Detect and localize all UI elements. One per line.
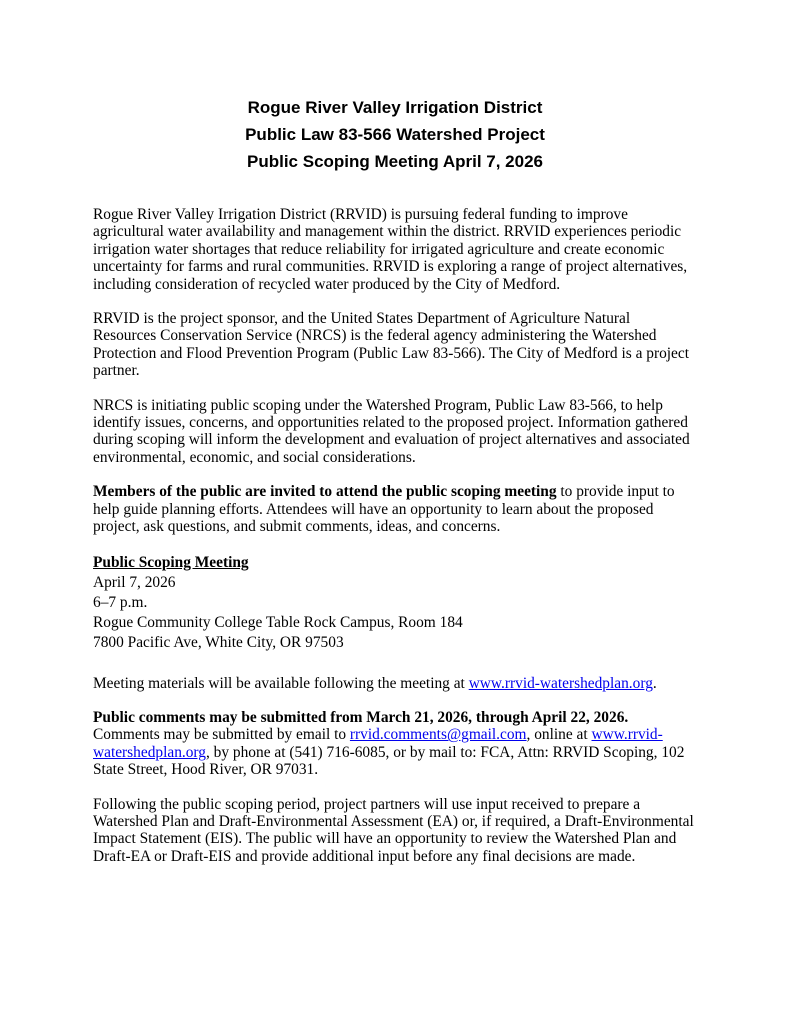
materials-paragraph-line [93, 675, 697, 692]
next-steps-paragraph-line [93, 796, 697, 866]
scoping-paragraph-line [93, 397, 697, 467]
scoping-paragraph [93, 397, 697, 467]
title-line-project: Public Law 83-566 Watershed Project [245, 125, 545, 144]
text-run: Comments may be submitted by email to [93, 726, 350, 744]
intro-paragraph [93, 206, 697, 293]
document-body [93, 206, 697, 865]
invitation-paragraph [93, 483, 697, 535]
text-run: April 7, 2026 [93, 573, 176, 591]
text-run: Public comments may be submitted from March 21, 2026, through April 22, 2026. [93, 708, 629, 726]
text-run: 7800 Pacific Ave, White City, OR 97503 [93, 633, 344, 651]
watershed-plan-website-link[interactable]: www.rrvid-watershedplan.org [93, 726, 663, 761]
text-run: Following the public scoping period, project partners will use input received to prepare a Watershed Plan and Draft-Environmental Assessment (EA) or, if required, a Draft-Environmental Impact Statement (EIS). The public will have an opportunity to review the Watershed Plan and Draft-EA or Draft-EIS and provide additional input before any final decisions are made. [93, 795, 694, 865]
text-run: Rogue River Valley Irrigation District (RRVID) is pursuing federal funding to improve agricultural water availability and management within the district. RRVID experiences periodic irrigation water shortages that reduce reliability for irrigated agriculture and create economic uncertainty for farms and rural communities. RRVID is exploring a range of project alternatives, including consideration of recycled water produced by the City of Medford. [93, 206, 688, 293]
text-run: Rogue Community College Table Rock Campus, Room 184 [93, 613, 463, 631]
sponsor-paragraph-line [93, 310, 697, 380]
text-run: Meeting materials will be available following the meeting at [93, 674, 469, 692]
meeting-details-line [93, 613, 697, 633]
text-run: NRCS is initiating public scoping under the Watershed Program, Public Law 83-566, to help identify issues, concerns, and opportunities related to the proposed project. Information gathered during scoping will inform the development and evaluation of project alternatives and associated environmental, economic, and social considerations. [93, 396, 690, 466]
document-title [93, 94, 697, 175]
text-run: to provide input to help guide planning efforts. Attendees will have an opportunity to learn about the proposed project, ask questions, and submit comments, ideas, and concerns. [93, 483, 675, 536]
meeting-details-line [93, 633, 697, 653]
invitation-paragraph-line [93, 483, 697, 535]
meeting-details [93, 553, 697, 653]
text-run: Members of the public are invited to attend the public scoping meeting [93, 483, 557, 501]
comments-paragraph-line [93, 726, 697, 778]
text-run: RRVID is the project sponsor, and the United States Department of Agriculture Natural Resources Conservation Service (NRCS) is the federal agency administering the Watershed Protection and Flood Prevention Program (Public Law 83-566). The City of Medford is a project partner. [93, 310, 689, 380]
title-line-district: Rogue River Valley Irrigation District [247, 98, 543, 117]
text-run: Public Scoping Meeting [93, 553, 249, 571]
comments-email-link[interactable]: rrvid.comments@gmail.com [349, 726, 527, 744]
comments-paragraph-line [93, 709, 697, 726]
intro-paragraph-line [93, 206, 697, 293]
title-line-meeting: Public Scoping Meeting April 7, 2026 [247, 152, 543, 171]
comments-paragraph [93, 709, 697, 779]
watershed-plan-website-link[interactable]: www.rrvid-watershedplan.org [468, 674, 653, 692]
text-run: , by phone at (541) 716-6085, or by mail to: FCA, Attn: RRVID Scoping, 102 State Street, Hood River, OR 97031. [93, 743, 685, 779]
text-run: . [652, 674, 657, 692]
text-run: 6–7 p.m. [93, 593, 148, 611]
materials-paragraph [93, 675, 697, 692]
meeting-details-line [93, 553, 697, 573]
text-run: , online at [526, 726, 592, 744]
meeting-details-line [93, 573, 697, 593]
next-steps-paragraph [93, 796, 697, 866]
sponsor-paragraph [93, 310, 697, 380]
meeting-details-line [93, 593, 697, 613]
